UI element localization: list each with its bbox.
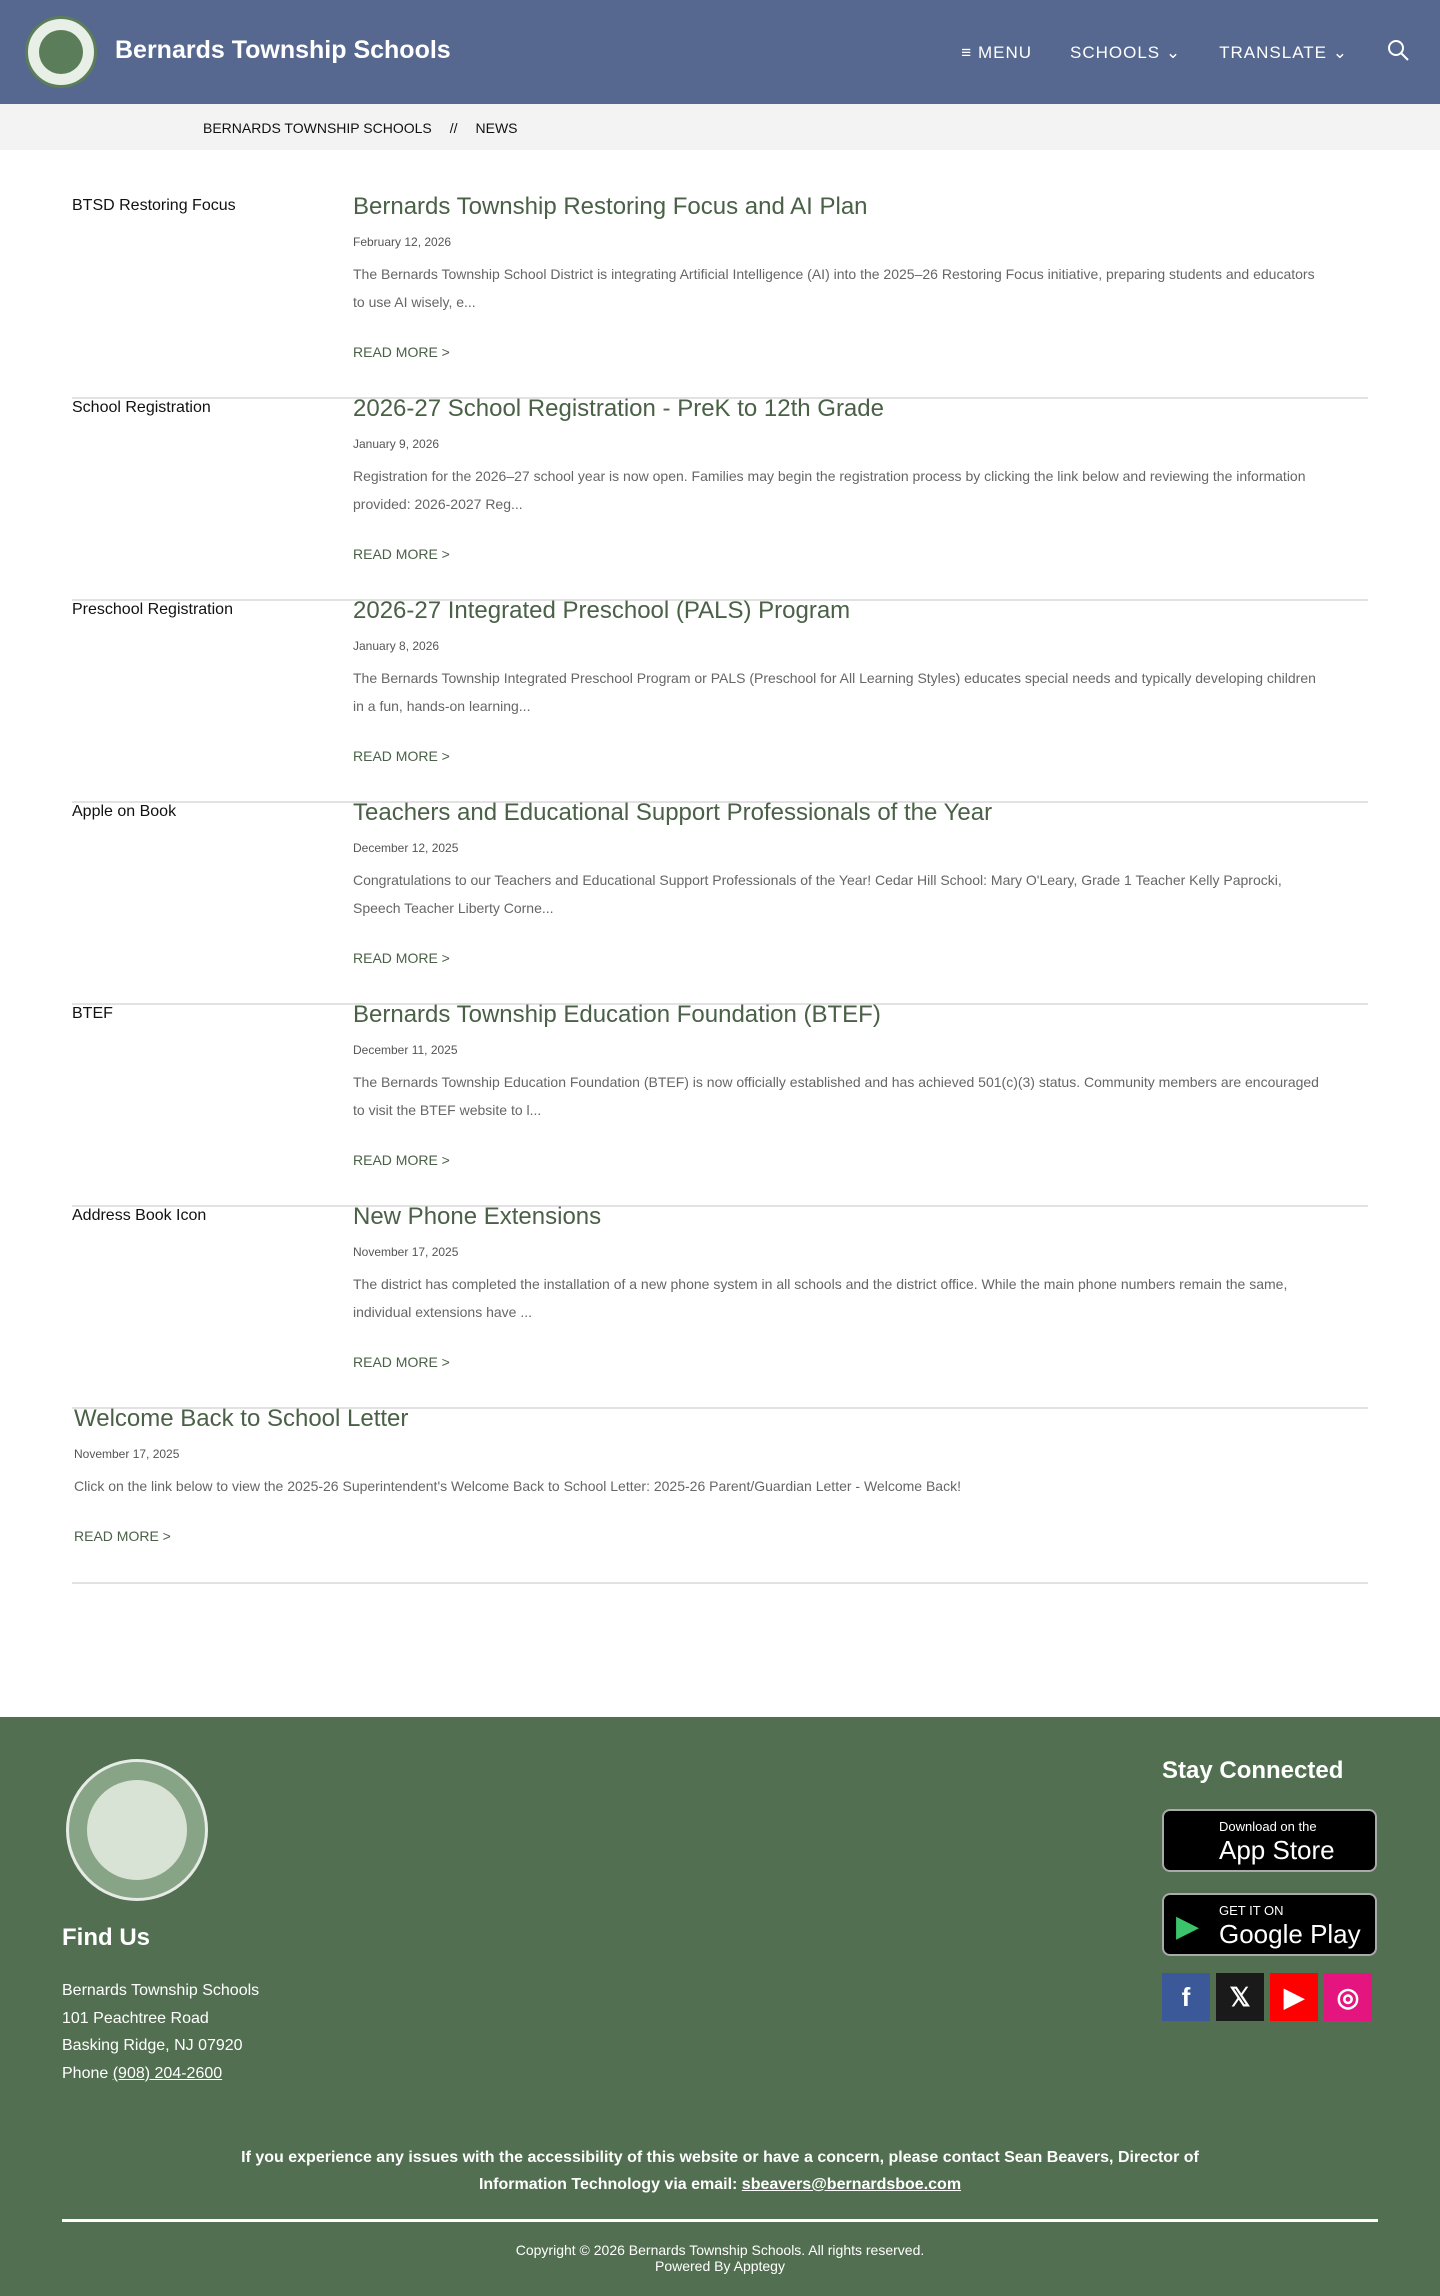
news-item bbox=[72, 799, 1368, 1005]
news-image[interactable] bbox=[72, 601, 233, 619]
news-title[interactable]: Bernards Township Restoring Focus and AI Plan bbox=[353, 193, 868, 220]
news-summary: The Bernards Township Integrated Preschool Program or PALS (Preschool for All Learning Styles) educates special needs and typically developing children in a fun, hands-on learning... bbox=[353, 670, 1316, 714]
google-play-small: GET IT ON bbox=[1219, 1903, 1284, 1918]
news-body bbox=[353, 1203, 1353, 1326]
news-summary: Congratulations to our Teachers and Educational Support Professionals of the Year! Cedar Hill School: Mary O'Leary, Grade 1 Teacher Kelly Paprocki, Speech Teacher Liberty Corne... bbox=[353, 872, 1282, 916]
news-summary: Registration for the 2026–27 school year is now open. Families may begin the registration process by clicking the link below and reviewing the information provided: 2026-2027 Reg... bbox=[353, 468, 1306, 512]
news-date: February 12, 2026 bbox=[353, 235, 452, 249]
image-alt-text: BTEF bbox=[72, 1005, 113, 1022]
image-alt-text: Address Book Icon bbox=[72, 1207, 207, 1224]
news-image[interactable] bbox=[72, 197, 236, 215]
address-street: 101 Peachtree Road bbox=[62, 2009, 209, 2027]
news-title[interactable]: New Phone Extensions bbox=[353, 1203, 602, 1230]
news-title[interactable]: Welcome Back to School Letter bbox=[74, 1405, 409, 1432]
site-title[interactable]: Bernards Township Schools bbox=[115, 36, 451, 64]
google-play-big: Google Play bbox=[1219, 1919, 1361, 1949]
google-play-icon: ▶ bbox=[1176, 1910, 1200, 1943]
app-store-button[interactable] bbox=[1162, 1809, 1377, 1872]
news-image[interactable] bbox=[72, 399, 211, 417]
news-summary: The Bernards Township School District is integrating Artificial Intelligence (AI) into the 2025–26 Restoring Focus initiative, preparing students and educators to use AI wisely, e... bbox=[353, 266, 1315, 310]
news-summary: The Bernards Township Education Foundation (BTEF) is now officially established and has achieved 501(c)(3) status. Community members are encouraged to visit the BTEF website to l... bbox=[353, 1074, 1319, 1118]
news-body bbox=[353, 799, 1353, 922]
breadcrumb-separator: // bbox=[449, 120, 458, 136]
main-nav bbox=[961, 38, 1410, 67]
breadcrumb-current: NEWS bbox=[475, 120, 518, 136]
district-logo[interactable] bbox=[25, 16, 97, 88]
search-icon[interactable] bbox=[1386, 38, 1410, 67]
news-date: November 17, 2025 bbox=[353, 1245, 459, 1259]
schools-dropdown[interactable] bbox=[1070, 43, 1181, 63]
footer-divider bbox=[62, 2219, 1378, 2222]
accessibility-text: If you experience any issues with the accessibility of this website or have a concern, please contact Sean Beavers, Director of Information Technology via email: bbox=[241, 2149, 1199, 2193]
news-title[interactable]: Teachers and Educational Support Professionals of the Year bbox=[353, 799, 993, 826]
news-body bbox=[74, 1405, 1074, 1500]
read-more-link[interactable]: READ MORE > bbox=[353, 950, 450, 966]
chevron-down-icon: ⌄ bbox=[1332, 42, 1348, 62]
breadcrumb-home[interactable]: BERNARDS TOWNSHIP SCHOOLS bbox=[203, 120, 432, 136]
copyright-text: Copyright © 2026 Bernards Township Schools. All rights reserved. bbox=[515, 2242, 925, 2258]
news-body bbox=[353, 395, 1353, 518]
read-more-link[interactable]: READ MORE > bbox=[353, 546, 450, 562]
breadcrumb bbox=[0, 104, 1440, 150]
menu-label: MENU bbox=[977, 42, 1033, 62]
email-link[interactable]: sbeavers@bernardsboe.com bbox=[741, 2176, 962, 2193]
news-summary: Click on the link below to view the 2025-26 Superintendent's Welcome Back to School Letter: 2025-26 Parent/Guardian Letter - Welcome Back! bbox=[74, 1478, 961, 1494]
chevron-down-icon: ⌄ bbox=[1165, 42, 1182, 62]
site-footer bbox=[0, 1717, 1440, 2296]
accessibility-notice bbox=[200, 2144, 1240, 2198]
image-alt-text: BTSD Restoring Focus bbox=[72, 197, 236, 214]
news-date: November 17, 2025 bbox=[74, 1447, 180, 1461]
news-body bbox=[353, 1001, 1353, 1124]
image-alt-text: School Registration bbox=[72, 399, 211, 416]
hamburger-icon: ≡ bbox=[961, 42, 978, 62]
translate-dropdown[interactable] bbox=[1219, 43, 1348, 63]
translate-label: TRANSLATE bbox=[1219, 42, 1328, 62]
footer-district-seal bbox=[66, 1759, 208, 1901]
news-title[interactable]: 2026-27 School Registration - PreK to 12th Grade bbox=[353, 395, 884, 422]
find-us-heading: Find Us bbox=[62, 1924, 150, 1951]
news-item bbox=[72, 597, 1368, 803]
google-play-button[interactable] bbox=[1162, 1893, 1377, 1956]
instagram-icon[interactable]: ◎ bbox=[1324, 1973, 1372, 2021]
copyright bbox=[0, 2242, 1440, 2274]
news-title[interactable]: 2026-27 Integrated Preschool (PALS) Program bbox=[353, 597, 851, 624]
schools-label: SCHOOLS bbox=[1070, 42, 1161, 62]
news-body bbox=[353, 597, 1353, 720]
news-title[interactable]: Bernards Township Education Foundation (BTEF) bbox=[353, 1001, 881, 1028]
address-name: Bernards Township Schools bbox=[62, 1982, 260, 1999]
news-item bbox=[72, 395, 1368, 601]
news-date: December 12, 2025 bbox=[353, 841, 459, 855]
youtube-icon[interactable]: ▶ bbox=[1270, 1973, 1318, 2021]
facebook-icon[interactable]: f bbox=[1162, 1973, 1210, 2021]
news-item bbox=[72, 1405, 1368, 1584]
read-more-link[interactable]: READ MORE > bbox=[353, 1354, 450, 1370]
news-image[interactable] bbox=[72, 1207, 206, 1225]
powered-by[interactable]: Powered By Apptegy bbox=[655, 2258, 785, 2274]
news-date: January 8, 2026 bbox=[353, 639, 440, 653]
app-store-small: Download on the bbox=[1219, 1819, 1317, 1834]
news-date: December 11, 2025 bbox=[353, 1043, 458, 1057]
news-image[interactable] bbox=[72, 1005, 113, 1023]
x-twitter-icon[interactable]: 𝕏 bbox=[1216, 1973, 1264, 2021]
news-body bbox=[353, 193, 1353, 316]
news-item bbox=[72, 193, 1368, 399]
app-store-big: App Store bbox=[1219, 1835, 1335, 1865]
image-alt-text: Apple on Book bbox=[72, 803, 177, 820]
stay-connected-heading: Stay Connected bbox=[1162, 1757, 1344, 1784]
tree-icon bbox=[39, 30, 83, 74]
read-more-link[interactable]: READ MORE > bbox=[353, 748, 450, 764]
address-city: Basking Ridge, NJ 07920 bbox=[62, 2037, 243, 2054]
read-more-link[interactable]: READ MORE > bbox=[353, 344, 450, 360]
address bbox=[62, 1977, 259, 2087]
image-alt-text: Preschool Registration bbox=[72, 601, 233, 618]
news-image[interactable] bbox=[72, 803, 176, 821]
news-item bbox=[72, 1001, 1368, 1207]
menu-button[interactable] bbox=[961, 43, 1032, 63]
phone-label: Phone bbox=[62, 2064, 109, 2082]
news-date: January 9, 2026 bbox=[353, 437, 440, 451]
news-summary: The district has completed the installation of a new phone system in all schools and the district office. While the main phone numbers remain the same, individual extensions have ... bbox=[353, 1276, 1288, 1320]
news-item bbox=[72, 1203, 1368, 1409]
read-more-link[interactable]: READ MORE > bbox=[353, 1152, 450, 1168]
phone-link[interactable]: (908) 204-2600 bbox=[112, 2064, 223, 2082]
read-more-link[interactable]: READ MORE > bbox=[74, 1528, 171, 1544]
social-links bbox=[1162, 1973, 1372, 2021]
site-header bbox=[0, 0, 1440, 104]
